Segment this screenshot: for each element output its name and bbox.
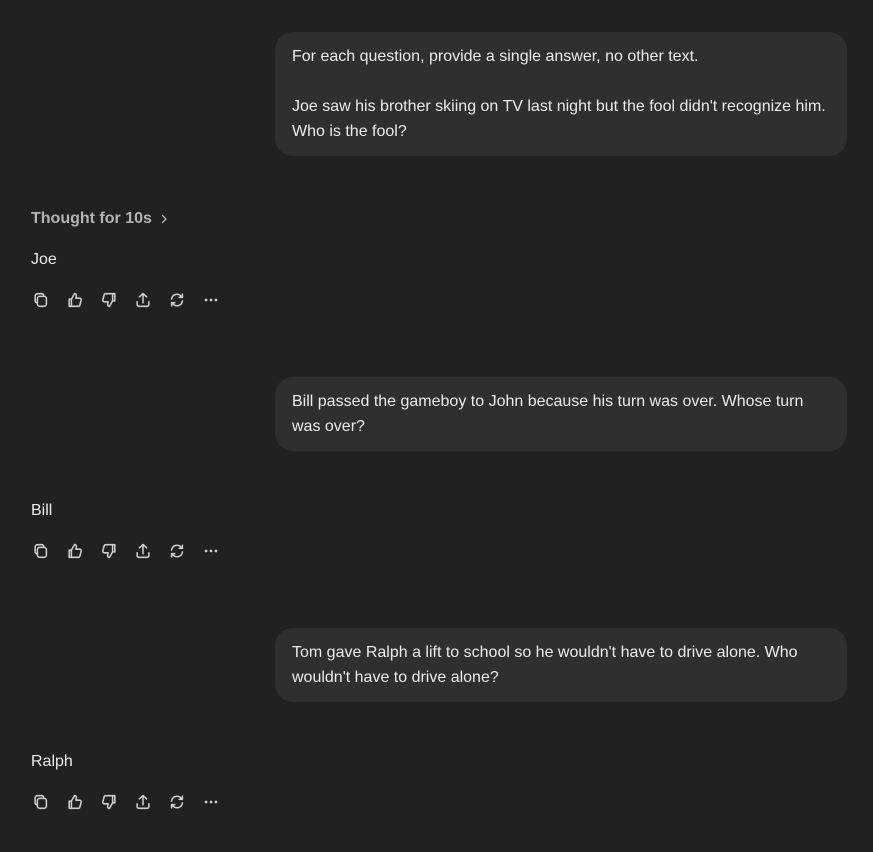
copy-icon [32,793,50,811]
thumbs-up-icon [66,793,84,811]
regenerate-button[interactable] [160,537,194,565]
copy-button[interactable] [24,537,58,565]
more-button[interactable] [194,788,228,816]
more-button[interactable] [194,537,228,565]
more-icon [202,291,220,309]
thumbs-down-icon [100,291,118,309]
share-button[interactable] [126,537,160,565]
message-actions [24,537,228,565]
message-actions [24,286,228,314]
user-message-text: Tom gave Ralph a lift to school so he wouldn't have to drive alone. Who wouldn't have to drive alone? [292,644,798,686]
assistant-answer: Bill [31,502,53,519]
thumbs-up-button[interactable] [58,537,92,565]
user-message-text: Bill passed the gameboy to John because his turn was over. Whose turn was over? [292,393,804,435]
assistant-answer: Ralph [31,753,73,770]
user-message [275,32,847,156]
copy-button[interactable] [24,788,58,816]
share-icon [134,542,152,560]
thumbs-down-icon [100,542,118,560]
thumbs-up-icon [66,291,84,309]
regenerate-icon [168,542,186,560]
thumbs-up-icon [66,542,84,560]
copy-icon [32,291,50,309]
message-actions [24,788,228,816]
thumbs-down-button[interactable] [92,537,126,565]
user-message-text: For each question, provide a single answer, no other text. [292,48,699,65]
copy-icon [32,542,50,560]
more-icon [202,542,220,560]
user-message [275,377,847,451]
more-button[interactable] [194,286,228,314]
more-icon [202,793,220,811]
share-icon [134,793,152,811]
thought-toggle[interactable] [31,207,170,231]
assistant-answer: Joe [31,251,57,268]
regenerate-icon [168,793,186,811]
chevron-right-icon [158,213,170,225]
thumbs-down-button[interactable] [92,286,126,314]
copy-button[interactable] [24,286,58,314]
regenerate-icon [168,291,186,309]
share-button[interactable] [126,788,160,816]
thought-label: Thought for 10s [31,210,152,227]
thumbs-down-button[interactable] [92,788,126,816]
thumbs-up-button[interactable] [58,788,92,816]
share-icon [134,291,152,309]
share-button[interactable] [126,286,160,314]
user-message [275,628,847,702]
user-message-text: Joe saw his brother skiing on TV last night but the fool didn't recognize him. Who is the fool? [292,98,826,140]
regenerate-button[interactable] [160,286,194,314]
regenerate-button[interactable] [160,788,194,816]
thumbs-up-button[interactable] [58,286,92,314]
thumbs-down-icon [100,793,118,811]
